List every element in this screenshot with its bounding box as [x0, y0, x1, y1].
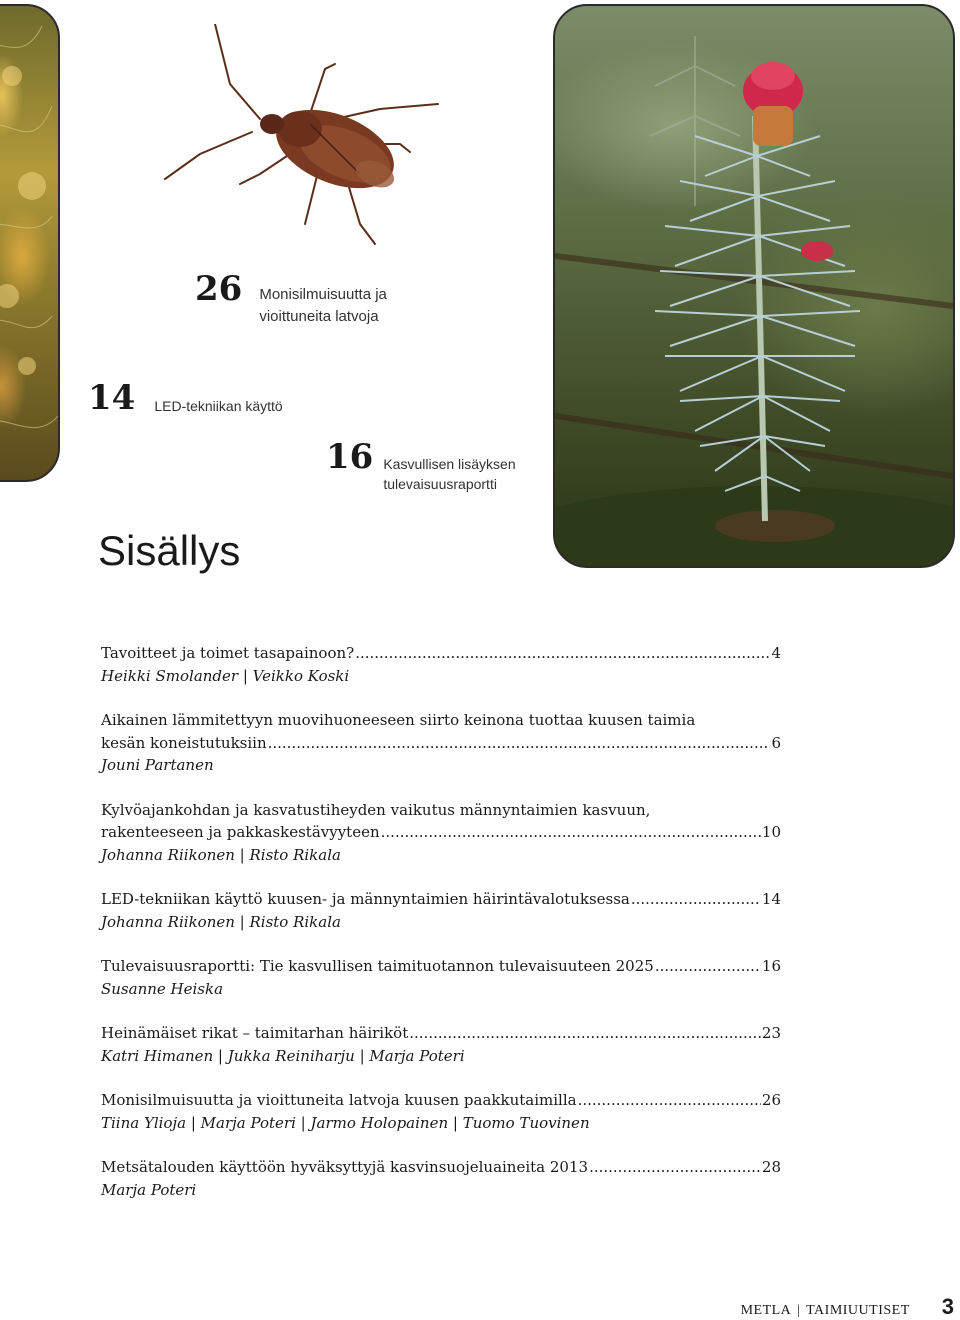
toc-entry-title-line: Kylvöajankohdan ja kasvatustiheyden vaikutus männyntaimien kasvuun, — [101, 800, 651, 819]
toc-entry-title: LED-tekniikan käyttö kuusen- ja männyntaimien häirintävalotuksessa — [101, 890, 630, 908]
teaser-14[interactable] — [88, 378, 283, 418]
teaser-text: Kasvullisen lisäyksen tulevaisuusraportti — [383, 456, 516, 492]
toc-entry-authors: Tiina Ylioja | Marja Poteri | Jarmo Holopainen | Tuomo Tuovinen — [101, 1113, 590, 1132]
toc-entry-title: Tulevaisuusraportti: Tie kasvullisen taimituotannon tulevaisuuteen 2025 — [101, 957, 654, 975]
toc-leader-dots — [578, 1089, 761, 1112]
toc-entry[interactable] — [101, 1022, 781, 1067]
toc-entry-authors: Susanne Heiska — [101, 979, 224, 998]
toc-entry-title: kesän koneistutuksiin — [101, 733, 267, 752]
teaser-26[interactable] — [195, 269, 387, 328]
toc-entry-authors: Jouni Partanen — [101, 756, 214, 774]
teaser-text: Monisilmuisuutta ja vioittuneita latvoja — [259, 286, 387, 325]
toc-leader-dots — [655, 955, 761, 978]
teaser-number: 16 — [326, 437, 374, 477]
toc-entry-authors: Johanna Riikonen | Risto Rikala — [101, 845, 341, 864]
toc-entry-title: Monisilmuisuutta ja vioittuneita latvoja kuusen paakkutaimilla — [101, 1091, 577, 1109]
spruce-seedling-photo — [553, 4, 955, 568]
toc-page-number: 10 — [761, 823, 781, 841]
toc-entry-title-line: Aikainen lämmitettyyn muovihuoneeseen siirto keinona tuottaa kuusen taimia — [101, 711, 696, 729]
toc-leader-dots — [631, 888, 761, 911]
footer-separator: | — [797, 1303, 801, 1318]
toc-entry[interactable] — [101, 799, 781, 867]
page-title: Sisällys — [98, 527, 241, 574]
toc-entry-authors: Katri Himanen | Jukka Reiniharju | Marja Poteri — [101, 1046, 465, 1065]
toc-leader-dots — [409, 1022, 761, 1045]
toc-entry[interactable] — [101, 642, 781, 687]
toc-entry-authors: Marja Poteri — [101, 1180, 197, 1199]
toc-entry-title: Tavoitteet ja toimet tasapainoon? — [101, 644, 355, 662]
toc-leader-dots — [589, 1156, 761, 1179]
toc-page-number: 28 — [761, 1158, 781, 1176]
toc-page-number: 14 — [761, 890, 781, 908]
moss-photo — [0, 4, 60, 482]
teaser-16[interactable] — [326, 437, 516, 494]
toc-entry[interactable] — [101, 1089, 781, 1134]
toc-entry-title: Heinämäiset rikat – taimitarhan häiriköt — [101, 1024, 409, 1042]
toc-entry[interactable] — [101, 709, 781, 777]
page-number: 3 — [941, 1294, 954, 1319]
toc-entry[interactable] — [101, 888, 781, 933]
teaser-number: 14 — [88, 378, 136, 418]
toc-entry-title: rakenteeseen ja pakkaskestävyyteen — [101, 823, 380, 841]
toc-page-number: 6 — [771, 733, 781, 752]
toc-page-number: 26 — [761, 1091, 781, 1109]
toc-page-number: 23 — [761, 1024, 781, 1042]
plant-bug-illustration — [160, 24, 450, 249]
toc-leader-dots — [381, 821, 761, 844]
toc-entry-authors: Johanna Riikonen | Risto Rikala — [101, 912, 341, 931]
toc-leader-dots — [355, 642, 770, 665]
toc-entry-title: Metsätalouden käyttöön hyväksyttyjä kasvinsuojeluaineita 2013 — [101, 1158, 589, 1176]
toc-entry-authors: Heikki Smolander | Veikko Koski — [101, 666, 350, 685]
toc-entry[interactable] — [101, 1156, 781, 1201]
footer-publication: TAIMIUUTISET — [806, 1303, 910, 1318]
toc-page-number: 16 — [761, 957, 781, 975]
table-of-contents — [101, 642, 781, 1223]
toc-leader-dots — [268, 732, 771, 755]
footer-brand: METLA — [740, 1303, 792, 1318]
teaser-number: 26 — [195, 269, 243, 309]
toc-page-number: 4 — [771, 644, 781, 662]
teaser-text: LED-tekniikan käyttö — [154, 398, 283, 414]
toc-entry[interactable] — [101, 955, 781, 1000]
page-footer — [741, 1294, 954, 1320]
